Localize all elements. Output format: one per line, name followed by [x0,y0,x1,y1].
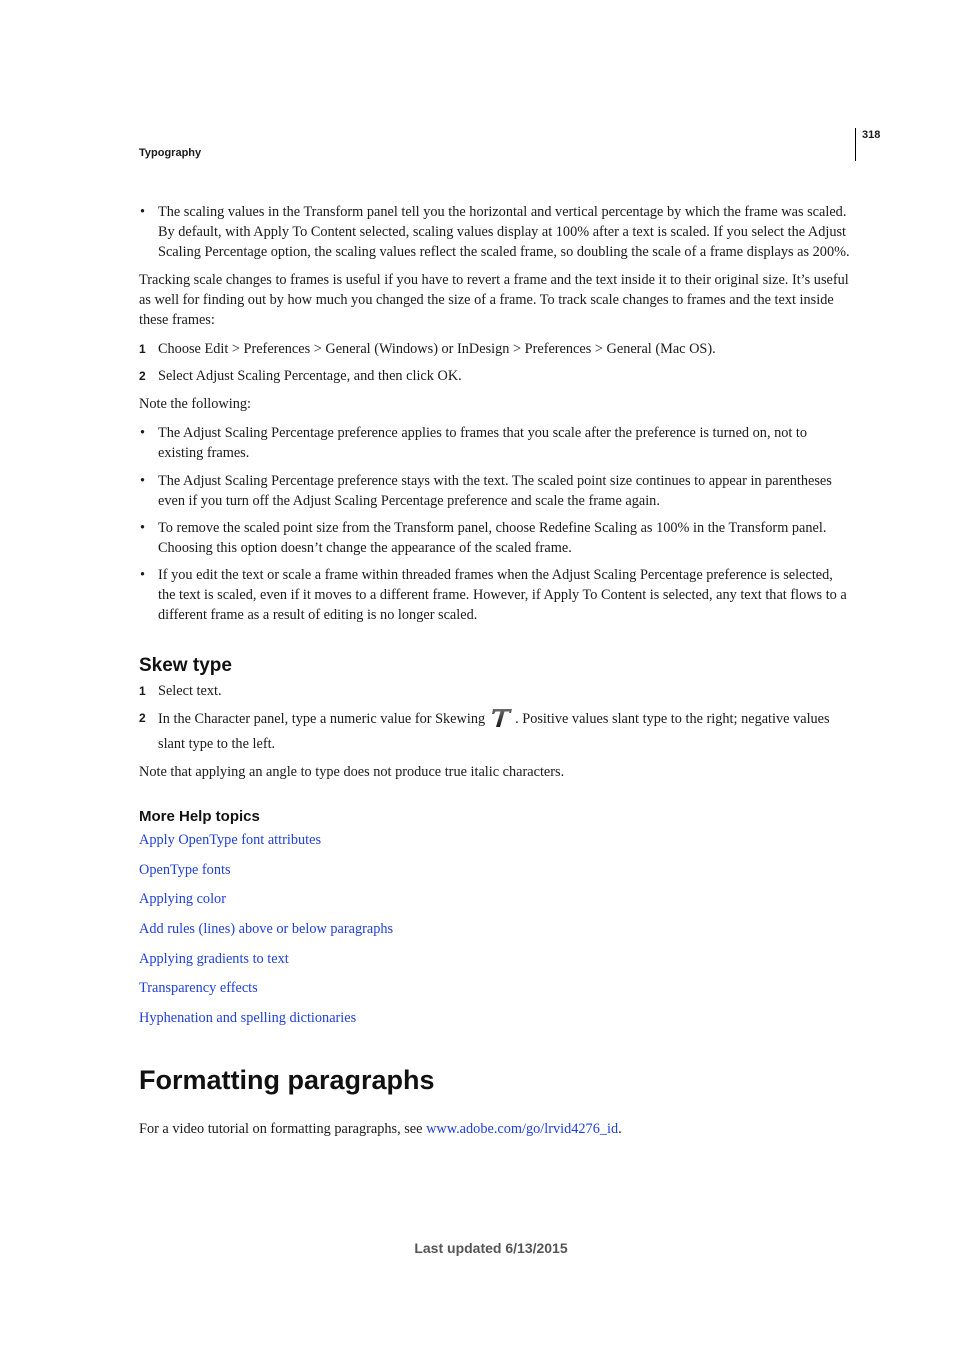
list-item [139,202,851,262]
video-text-end: . [618,1121,622,1138]
step-number: 1 [139,342,146,356]
header-rule [855,128,856,161]
footer-last-updated: Last updated 6/13/2015 [414,1240,568,1256]
step-number: 2 [139,711,146,725]
step-text-before: In the Character panel, type a numeric value for Skewing [158,711,486,727]
help-link-opentype-attributes[interactable]: Apply OpenType font attributes [139,832,322,848]
help-link-transparency[interactable]: Transparency effects [139,980,258,997]
list-item [139,565,851,625]
list-item [139,339,851,359]
list-item [139,423,851,463]
step-number: 1 [139,684,146,698]
list-item [139,681,851,701]
list-item [139,366,851,386]
bullet: • [140,567,146,583]
more-help-links [139,830,851,1028]
paragraph-note-following: Note the following: [139,396,251,412]
page-body [139,202,851,1139]
step-text: Select Adjust Scaling Percentage, and then click OK. [158,368,462,384]
video-tutorial-link[interactable]: www.adobe.com/go/lrvid4276_id [426,1121,619,1138]
more-help-heading: More Help topics [139,808,260,825]
paragraph-tracking: Tracking scale changes to frames is useful if you have to revert a frame and the text inside it to their original size. It’s useful as well for finding out by how much you changed the size of a frame. To track scale changes to frames and the text inside these frames: [139,272,849,328]
step-text: Select text. [158,683,222,699]
bullet: • [140,473,146,489]
bullet: • [140,520,146,536]
step-text: Choose Edit > Preferences > General (Windows) or InDesign > Preferences > General (Mac OS). [158,341,716,357]
bullet-text: If you edit the text or scale a frame within threaded frames when the Adjust Scaling Percentage preference is selected, the text is scaled, even if it moves to a different frame. However, if Apply To Content is selected, any text that flows to a different frame as a result of editing is no longer scaled. [158,567,847,623]
section-heading-skew-type: Skew type [139,655,232,676]
list-item [139,708,851,754]
bullet-text: The Adjust Scaling Percentage preference applies to frames that you scale after the preference is turned on, not to existing frames. [158,425,808,461]
running-header: Typography [139,147,202,159]
paragraph-video-tutorial [139,1119,851,1139]
bullet: • [140,204,146,220]
help-link-opentype-fonts[interactable]: OpenType fonts [139,861,231,878]
skew-italic-icon [489,708,513,734]
bullet-text: To remove the scaled point size from the Transform panel, choose Redefine Scaling as 100% in the Transform panel. Choosing this option doesn’t change the appearance of the scaled frame. [158,520,827,556]
step-text-after: . Positive values slant type to the right; negative values slant type to the left. [158,711,830,752]
help-link-hyphenation[interactable]: Hyphenation and spelling dictionaries [139,1010,357,1027]
list-item [139,471,851,511]
list-item [139,518,851,558]
help-link-paragraph-rules[interactable]: Add rules (lines) above or below paragraphs [139,921,394,938]
step-number: 2 [139,369,146,383]
help-link-applying-color[interactable]: Applying color [139,891,226,908]
chapter-heading-formatting-paragraphs: Formatting paragraphs [139,1065,435,1096]
paragraph-skew-note: Note that applying an angle to type does not produce true italic characters. [139,764,565,780]
help-link-gradients[interactable]: Applying gradients to text [139,950,289,967]
bullet-text: The Adjust Scaling Percentage preference stays with the text. The scaled point size continues to appear in parentheses even if you turn off the Adjust Scaling Percentage preference and scale the frame again. [158,473,832,509]
page-number: 318 [862,129,881,141]
video-text: For a video tutorial on formatting paragraphs, see [139,1121,427,1138]
bullet-text: The scaling values in the Transform panel tell you the horizontal and vertical percentage by which the frame was scaled. By default, with Apply To Content selected, scaling values display at 100% after a text is scaled. If you select the Adjust Scaling Percentage option, the scaling values reflect the scaled frame, so doubling the scale of a frame displays as 200%. [158,204,850,260]
bullet: • [140,425,146,441]
